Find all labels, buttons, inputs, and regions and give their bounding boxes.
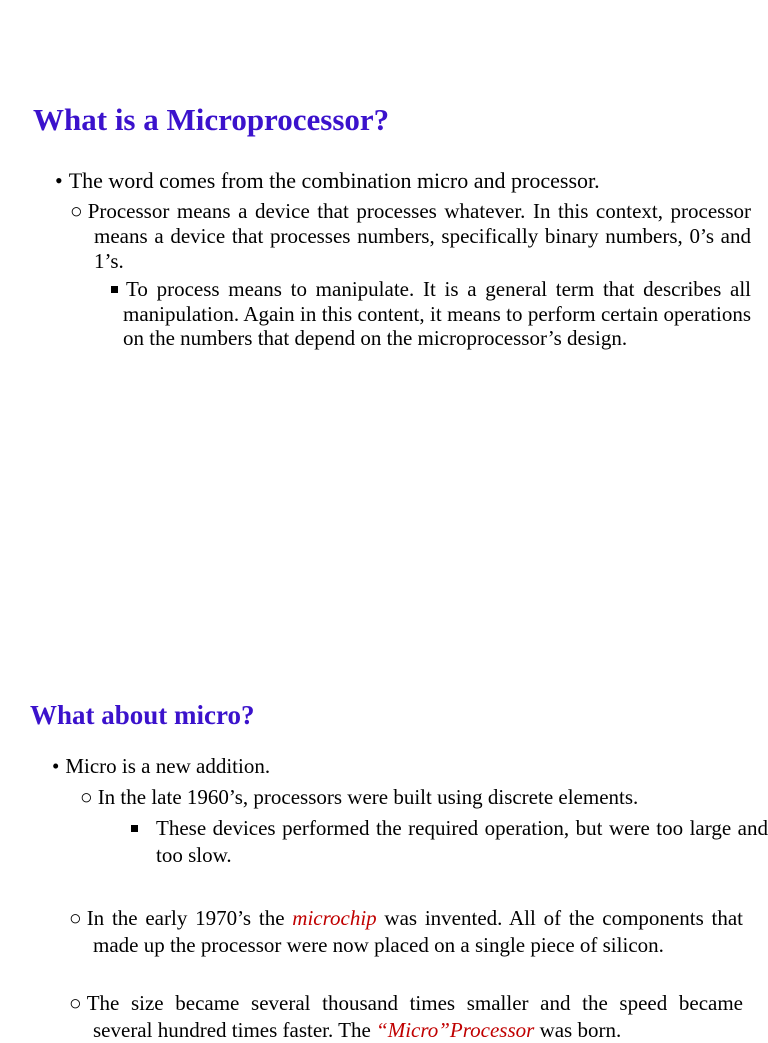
bullet-text: The word comes from the combination micro and processor. (68, 168, 600, 193)
slide-what-about-micro (0, 600, 768, 1042)
sub-bullet-text: Processor means a device that processes whatever. In this context, processor means a device that processes numbers, specifically binary numbers, 0’s and 1’s. (87, 199, 751, 273)
square-bullet-marker (131, 825, 138, 832)
sub-sub-bullet-item (111, 277, 751, 351)
bullet-marker: • (55, 168, 63, 193)
sub-bullet-marker: ○ (69, 991, 82, 1015)
sub-bullet-item (69, 905, 743, 958)
sub-bullet-marker: ○ (69, 906, 82, 930)
sub-bullet-text-end: was invented. All of the components that made up the processor were now placed on a single piece of silicon. (93, 906, 743, 957)
emphasized-term-microchip: microchip (292, 906, 377, 930)
emphasized-term-microprocessor: “Micro”Processor (376, 1017, 535, 1042)
sub-sub-bullet-item (131, 815, 768, 868)
bullet-text: Micro is a new addition. (65, 754, 271, 778)
sub-bullet-marker: ○ (70, 199, 83, 223)
sub-bullet-text-end: was born. (534, 1017, 622, 1042)
sub-sub-bullet-text: To process means to manipulate. It is a general term that describes all manipulation. Again in this content, it means to perform certain operations on the numbers that depend on the microprocessor’s design. (123, 277, 751, 350)
sub-bullet-text-start: In the early 1970’s the (86, 906, 293, 930)
bullet-item (52, 754, 270, 779)
sub-bullet-item (69, 990, 743, 1043)
bullet-item (55, 168, 600, 193)
sub-bullet-item (70, 199, 751, 274)
sub-bullet-text: In the late 1960’s, processors were built using discrete elements. (97, 785, 639, 809)
bullet-marker: • (52, 754, 60, 778)
sub-sub-bullet-text: These devices performed the required operation, but were too large and too slow. (156, 816, 768, 867)
square-bullet-marker (111, 286, 118, 293)
sub-bullet-marker: ○ (80, 785, 93, 809)
slide-title: What about micro? (30, 700, 255, 730)
slide-title: What is a Microprocessor? (33, 102, 390, 137)
sub-bullet-text-start: The size became several thousand times smaller and the speed became several hundred times faster. The (86, 991, 743, 1042)
sub-bullet-item (80, 785, 638, 810)
